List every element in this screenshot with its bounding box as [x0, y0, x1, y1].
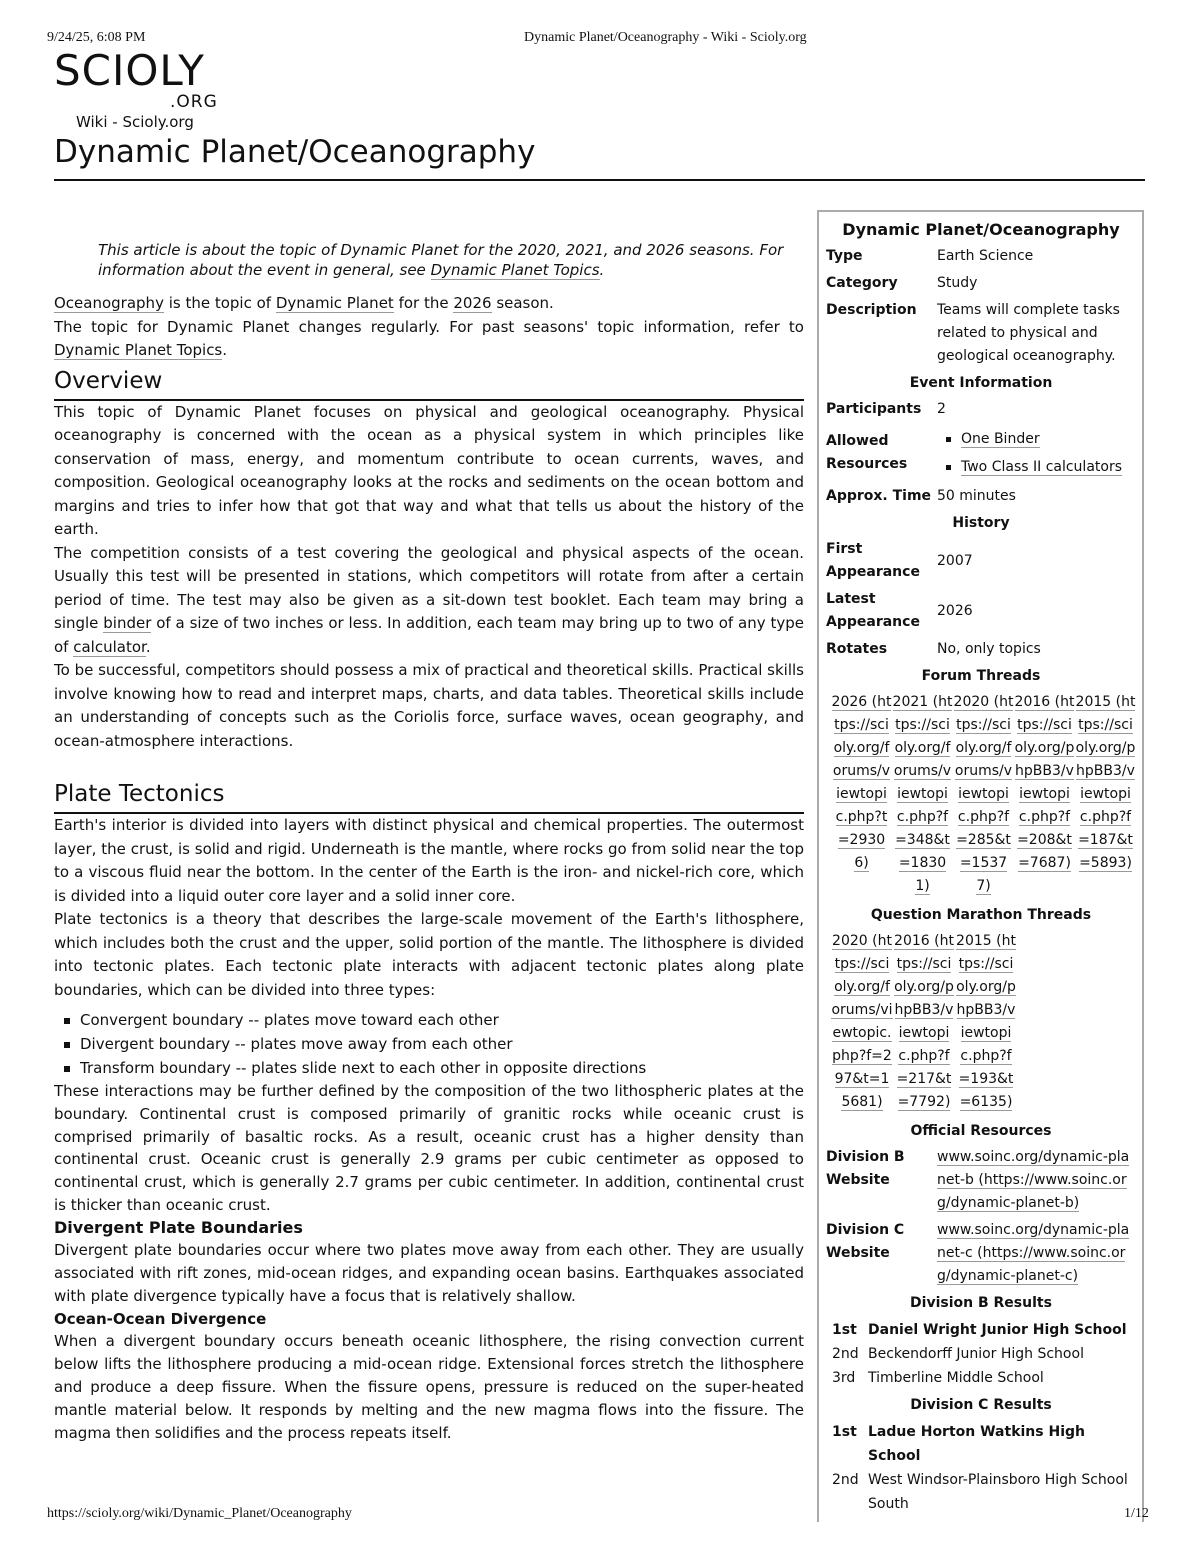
page-title: Dynamic Planet/Oceanography: [54, 134, 536, 170]
divb-website-row: [826, 1146, 1136, 1215]
first-appearance-label: First Appearance: [826, 541, 920, 580]
print-doc-title: Dynamic Planet/Oceanography - Wiki - Scioly.org: [524, 30, 807, 45]
plate-tectonics-paragraph: These interactions may be further defined by the composition of the two lithospheric plates at the boundary. Continental crust is composed primarily of granitic rocks while oceanic crust is comprised primarily of basaltic rocks. As a result, oceanic crust has a higher density than continental crust. Oceanic crust is generally 2.9 grams per cubic centimeter as opposed to continental crust, which is generally 2.7 grams per cubic centimeter. In addition, continental crust is thicker than oceanic crust.: [54, 1082, 804, 1214]
latest-appearance-label: Latest Appearance: [826, 591, 920, 630]
intro-text: season.: [491, 294, 554, 312]
print-page-number: 1/12: [1124, 1506, 1149, 1521]
marathon-thread-link[interactable]: 2015 (https://scioly.org/phpBB3/viewtopic.php?f=193&t=6135): [956, 933, 1016, 1110]
marathon-threads-heading: Question Marathon Threads: [870, 907, 1092, 923]
marathon-thread-link[interactable]: 2020 (https://scioly.org/forums/viewtopic.php?f=297&t=15681): [831, 933, 893, 1110]
hatnote-text: This article is about the topic of Dynamic Planet for the 2020, 2021, and 2026 seasons. For information about the event in general, see: [98, 241, 784, 279]
allowed-resources-row: [826, 425, 1136, 481]
divb-website-link[interactable]: www.soinc.org/dynamic-planet-b (https://www.soinc.org/dynamic-planet-b): [937, 1149, 1130, 1211]
binder-link[interactable]: binder: [103, 614, 152, 632]
allowed-resources-label: Allowed Resources: [826, 433, 908, 472]
list-item: Divergent boundary -- plates move away from each other: [80, 1032, 804, 1056]
history-heading: History: [952, 515, 1010, 531]
logo-org: .ORG: [170, 92, 218, 112]
marathon-thread-link[interactable]: 2016 (https://scioly.org/phpBB3/viewtopic.php?f=217&t=7792): [894, 933, 954, 1110]
intro-text: for the: [393, 294, 454, 312]
overview-paragraph: This topic of Dynamic Planet focuses on physical and geological oceanography. Physical oceanography is concerned with the ocean as a physical system in which principles like conservation of mass, energy, and momentum contribute to ocean currents, waves, and composition. Geological oceanography looks at the rocks and sediments on the ocean bottom and margins and tries to infer how that got that way and what that tells us about the history of the earth.: [54, 402, 804, 538]
dynamic-planet-link[interactable]: Dynamic Planet: [275, 294, 394, 312]
overview-text: of a size of two inches or less. In addition, each team may bring up to two of any type of: [54, 614, 804, 656]
rotates-label: Rotates: [826, 641, 888, 657]
oceanography-link[interactable]: Oceanography: [54, 294, 164, 312]
forum-thread-link[interactable]: 2016 (https://scioly.org/phpBB3/viewtopic.php?f=208&t=7687): [1014, 694, 1075, 871]
intro-text: The topic for Dynamic Planet changes regularly. For past seasons' topic information, refer to: [54, 317, 804, 336]
resource-item: [961, 425, 1136, 453]
category-label: Category: [826, 275, 898, 291]
result-place: 1st: [832, 1322, 857, 1338]
forum-threads: [831, 691, 1136, 898]
resource-item: [961, 453, 1136, 481]
first-appearance-row: [826, 538, 1136, 584]
marathon-threads: [831, 930, 1136, 1114]
result-row: [826, 1366, 1136, 1390]
intro-line-2: [54, 316, 804, 363]
description-label: Description: [826, 302, 917, 318]
article-body: [54, 240, 804, 1445]
type-value: Earth Science: [937, 248, 1034, 264]
overview-heading: Overview: [54, 367, 804, 401]
plate-tectonics-heading: Plate Tectonics: [54, 780, 804, 814]
logo-word: SCIOLY: [54, 46, 205, 95]
site-name[interactable]: Wiki - Scioly.org: [76, 113, 194, 131]
divergent-paragraph: Divergent plate boundaries occur where two plates move away from each other. They are usually associated with rift zones, mid-ocean ridges, and expanding ocean basins. Earthquakes associated with plate divergence typically have a focus that is relatively shallow.: [54, 1240, 804, 1305]
first-appearance-value: 2007: [937, 552, 973, 569]
infobox: [817, 210, 1144, 1522]
result-row: [826, 1468, 1136, 1516]
list-item: Convergent boundary -- plates move toward each other: [80, 1008, 804, 1032]
divergent-paragraph: When a divergent boundary occurs beneath oceanic lithosphere, the rising convection current below lifts the lithosphere producing a mid-ocean ridge. Extensional forces stretch the lithosphere and produce a deep fissure. When the fissure opens, pressure is reduced on the super-heated mantle material below. It responds by melting and the new magma flows into the fissure. The magma then solidifies and the process repeats itself.: [54, 1331, 804, 1442]
print-url: https://scioly.org/wiki/Dynamic_Planet/Oceanography: [47, 1506, 352, 1521]
category-value: Study: [937, 275, 978, 291]
time-row: [826, 485, 1136, 508]
divc-results-heading: Division C Results: [910, 1397, 1052, 1413]
result-place: 3rd: [832, 1370, 856, 1386]
hatnote: [98, 240, 804, 280]
divc-website-label: Division C Website: [826, 1222, 905, 1261]
overview-paragraph: [54, 542, 804, 660]
description-row: [826, 299, 1136, 368]
intro-text: is the topic of: [163, 294, 276, 312]
dynamic-planet-topics-link[interactable]: Dynamic Planet Topics: [54, 341, 223, 359]
event-info-heading: Event Information: [909, 375, 1053, 391]
result-row: [826, 1420, 1136, 1468]
plate-tectonics-paragraph: Plate tectonics is a theory that describes the large-scale movement of the Earth's lithosphere, which includes both the crust and the upper, solid portion of the mantle. The lithosphere is divided into tectonic plates. Each tectonic plate interacts with adjacent tectonic plates along plate boundaries, which can be divided into three types:: [54, 910, 804, 999]
divergent-heading: Divergent Plate Boundaries: [54, 1217, 303, 1237]
title-divider: [54, 179, 1145, 181]
overview-paragraph: To be successful, competitors should possess a mix of practical and theoretical skills. Practical skills involve knowing how to read and interpret maps, charts, and data tables. Theoretical skills include an understanding of concepts such as the Coriolis force, surface waves, ocean geography, and ocean-atmosphere interactions.: [54, 661, 804, 750]
result-row: [826, 1318, 1136, 1342]
calculator-link[interactable]: calculator: [73, 637, 146, 656]
result-school: Ladue Horton Watkins High School: [868, 1424, 1085, 1464]
result-place: 2nd: [832, 1346, 859, 1362]
divb-results-heading: Division B Results: [910, 1295, 1052, 1311]
hatnote-end: .: [599, 261, 605, 279]
result-school: Timberline Middle School: [868, 1370, 1044, 1386]
calculators-link[interactable]: Two Class II calculators: [961, 459, 1122, 475]
ocean-ocean-heading: Ocean-Ocean Divergence: [54, 1309, 267, 1328]
forum-thread-link[interactable]: 2021 (https://scioly.org/forums/viewtopic.php?f=348&t=18301): [892, 694, 953, 894]
participants-value: 2: [937, 401, 946, 417]
result-row: [826, 1342, 1136, 1366]
type-row: [826, 245, 1136, 268]
forum-thread-link[interactable]: 2026 (https://scioly.org/forums/viewtopic.php?t=29306): [831, 694, 892, 871]
infobox-title: Dynamic Planet/Oceanography: [842, 220, 1120, 239]
result-place: 1st: [832, 1424, 857, 1440]
scioly-logo[interactable]: [54, 46, 224, 114]
forum-thread-link[interactable]: 2015 (https://scioly.org/phpBB3/viewtopic.php?f=187&t=5893): [1075, 694, 1136, 871]
intro-line-1: [54, 292, 804, 316]
list-item: Transform boundary -- plates slide next to each other in opposite directions: [80, 1056, 804, 1080]
intro-text: .: [222, 341, 228, 359]
rotates-value: No, only topics: [937, 641, 1041, 657]
result-school: Beckendorff Junior High School: [868, 1346, 1084, 1362]
type-label: Type: [826, 248, 863, 264]
latest-appearance-value: 2026: [937, 602, 973, 619]
rotates-row: [826, 638, 1136, 661]
result-school: West Windsor-Plainsboro High School South: [868, 1472, 1128, 1512]
official-resources-heading: Official Resources: [910, 1123, 1052, 1139]
allowed-resources-list: [937, 425, 1136, 481]
divb-website-label: Division B Website: [826, 1149, 905, 1188]
time-label: Approx. Time: [826, 488, 932, 504]
forum-threads-heading: Forum Threads: [921, 668, 1041, 684]
description-value: Teams will complete tasks related to physical and geological oceanography.: [937, 302, 1120, 364]
hatnote-link[interactable]: Dynamic Planet Topics: [430, 261, 600, 279]
print-datetime: 9/24/25, 6:08 PM: [47, 30, 146, 45]
overview-text: .: [145, 637, 151, 656]
season-2026-link[interactable]: 2026: [453, 294, 492, 312]
participants-label: Participants: [826, 401, 922, 417]
forum-thread-link[interactable]: 2020 (https://scioly.org/forums/viewtopic.php?f=285&t=15377): [953, 694, 1014, 894]
divc-website-row: [826, 1219, 1136, 1288]
result-school: Daniel Wright Junior High School: [868, 1322, 1127, 1338]
participants-row: [826, 398, 1136, 421]
one-binder-link[interactable]: One Binder: [961, 431, 1040, 447]
plate-tectonics-paragraph: Earth's interior is divided into layers with distinct physical and chemical properties. The outermost layer, the crust, is solid and rigid. Underneath is the mantle, where rocks go from solid near the top to a viscous fluid near the bottom. In the center of the Earth is the iron- and nickel-rich core, which is divided into a liquid outer core layer and a solid inner core.: [54, 816, 804, 905]
latest-appearance-row: [826, 588, 1136, 634]
time-value: 50 minutes: [937, 488, 1016, 504]
divc-website-link[interactable]: www.soinc.org/dynamic-planet-c (https://www.soinc.org/dynamic-planet-c): [937, 1222, 1130, 1284]
boundary-types-list: [54, 1008, 804, 1080]
overview-text: The competition consists of a test covering the geological and physical aspects of the ocean. Usually this test will be presented in stations, which competitors will rotate from after a certain period of time. The test may also be given as a sit-down test booklet. Each team may bring a single: [54, 543, 804, 632]
result-place: 2nd: [832, 1472, 859, 1488]
category-row: [826, 272, 1136, 295]
